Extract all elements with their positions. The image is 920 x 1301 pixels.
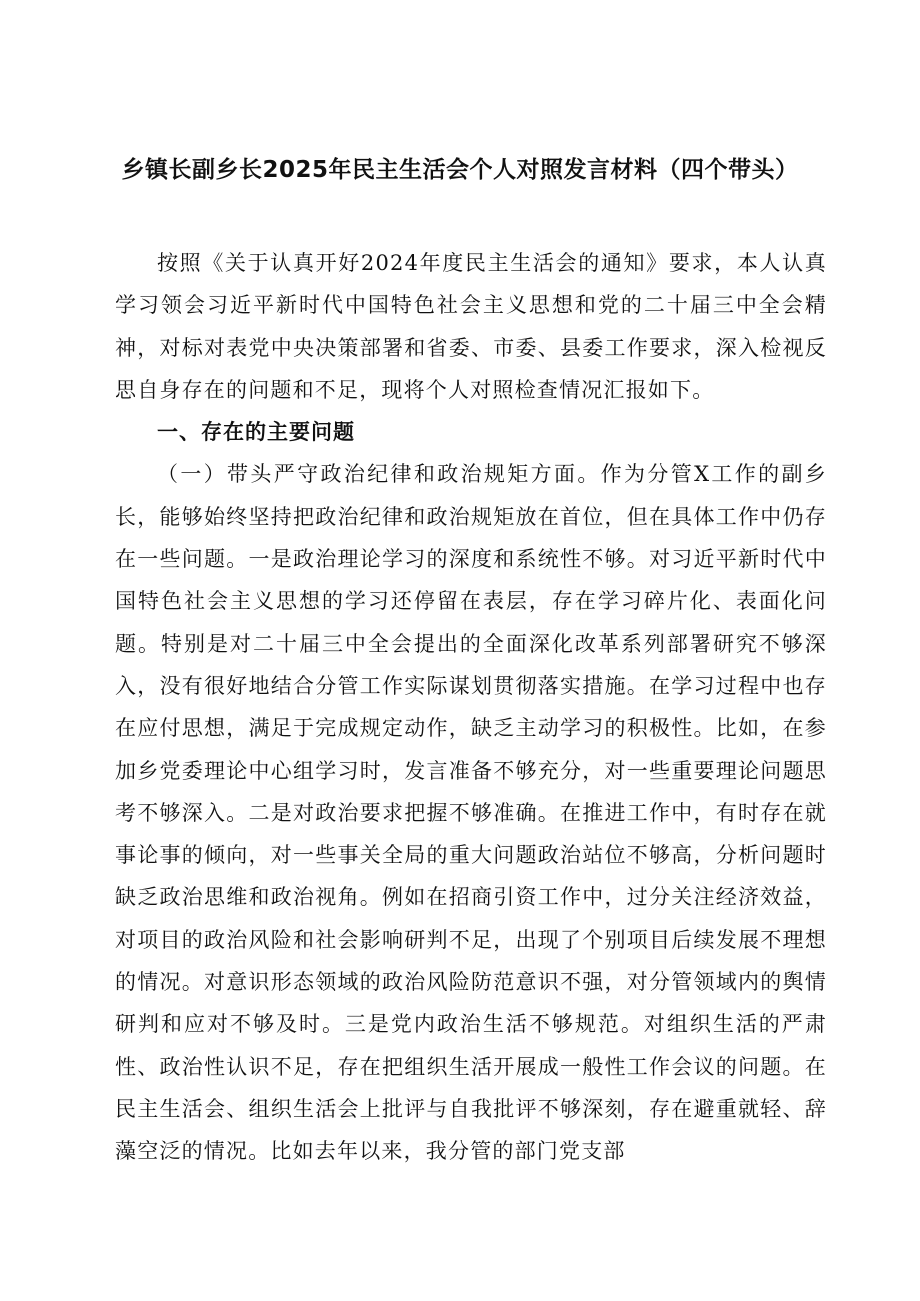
- body-paragraph: （一）带头严守政治纪律和政治规矩方面。作为分管X工作的副乡长，能够始终坚持把政治纪律和政治规矩放在首位，但在具体工作中仍存在一些问题。一是政治理论学习的深度和系统性不够。对习近平新时代中国特色社会主义思想的学习还停留在表层，存在学习碎片化、表面化问题。特别是对二十届三中全会提出的全面深化改革系列部署研究不够深入，没有很好地结合分管工作实际谋划贯彻落实措施。在学习过程中也存在应付思想，满足于完成规定动作，缺乏主动学习的积极性。比如，在参加乡党委理论中心组学习时，发言准备不够充分，对一些重要理论问题思考不够深入。二是对政治要求把握不够准确。在推进工作中，有时存在就事论事的倾向，对一些事关全局的重大问题政治站位不够高，分析问题时缺乏政治思维和政治视角。例如在招商引资工作中，过分关注经济效益，对项目的政治风险和社会影响研判不足，出现了个别项目后续发展不理想的情况。对意识形态领域的政治风险防范意识不强，对分管领域内的舆情研判和应对不够及时。三是党内政治生活不够规范。对组织生活的严肃性、政治性认识不足，存在把组织生活开展成一般性工作会议的问题。在民主生活会、组织生活会上批评与自我批评不够深刻，存在避重就轻、辞藻空泛的情况。比如去年以来，我分管的部门党支部: [115, 462, 827, 1164]
- intro-paragraph: 按照《关于认真开好2024年度民主生活会的通知》要求，本人认真学习领会习近平新时代中国特色社会主义思想和党的二十届三中全会精神，对标对表党中央决策部署和省委、市委、县委工作要求，深入检视反思自身存在的问题和不足，现将个人对照检查情况汇报如下。: [115, 251, 827, 402]
- document-title: 乡镇长副乡长2025年民主生活会个人对照发言材料（四个带头）: [121, 157, 799, 183]
- section-heading: 一、存在的主要问题: [157, 420, 355, 445]
- document-body: [115, 242, 827, 1173]
